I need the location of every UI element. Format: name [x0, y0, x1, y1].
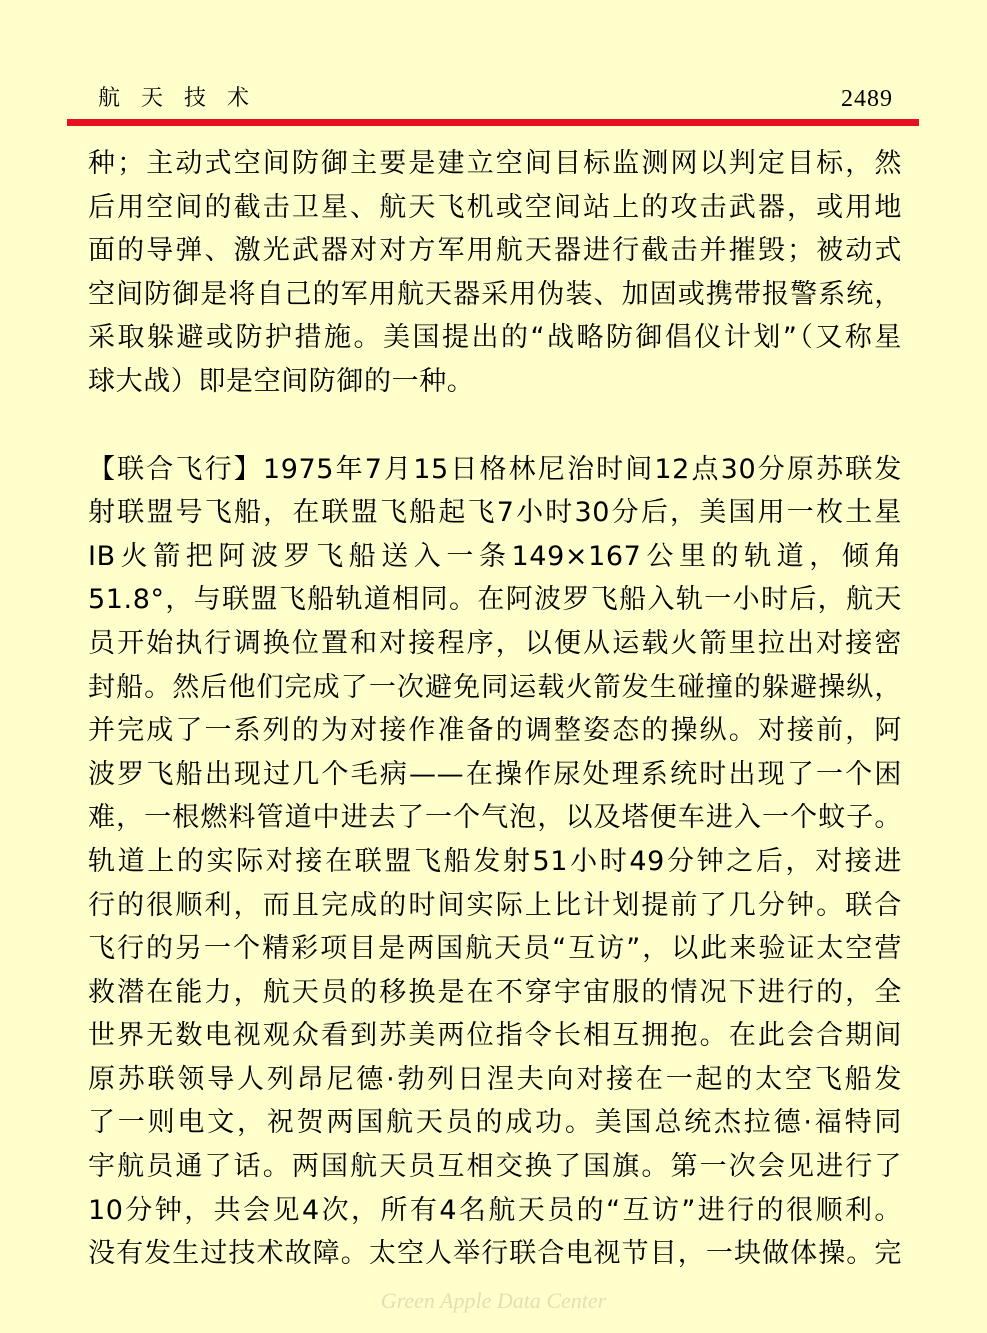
text-line: 射联盟号飞船，在联盟飞船起飞7小时30分后，美国用一枚土星 [88, 497, 902, 529]
text-line: 封船。然后他们完成了一次避免同运载火箭发生碰撞的躲避操纵， [88, 671, 902, 703]
text-line: 行的很顺利，而且完成的时间实际上比计划提前了几分钟。联合 [88, 889, 902, 921]
page-number: 2489 [841, 86, 893, 112]
watermark: Green Apple Data Center [380, 1288, 607, 1313]
text-line: 宇航员通了话。两国航天员互相交换了国旗。第一次会见进行了 [88, 1151, 902, 1183]
text-line: 原苏联领导人列昂尼德·勃列日涅夫向对接在一起的太空飞船发 [88, 1063, 902, 1095]
running-header [88, 84, 893, 118]
text-line: 轨道上的实际对接在联盟飞船发射51小时49分钟之后，对接进 [88, 845, 902, 877]
text-line: 球大战）即是空间防御的一种。 [88, 365, 475, 397]
text-line: 难，一根燃料管道中进去了一个气泡，以及塔便车进入一个蚊子。 [88, 802, 902, 834]
text-line: 飞行的另一个精彩项目是两国航天员“互访”，以此来验证太空营 [88, 933, 902, 965]
text-line: 51.8°，与联盟飞船轨道相同。在阿波罗飞船入轨一小时后，航天 [88, 584, 902, 616]
paragraph-gap [88, 404, 902, 448]
paragraph-space-defense [88, 142, 902, 404]
text-line: 救潜在能力，航天员的移换是在不穿宇宙服的情况下进行的，全 [88, 976, 902, 1008]
text-line: 面的导弹、激光武器对对方军用航天器进行截击并摧毁；被动式 [88, 235, 902, 267]
text-line: 员开始执行调换位置和对接程序，以便从运载火箭里拉出对接密 [88, 627, 902, 659]
text-line: 【联合飞行】1975年7月15日格林尼治时间12点30分原苏联发 [88, 453, 902, 485]
page-body [88, 142, 902, 1276]
text-line: 并完成了一系列的为对接作准备的调整姿态的操纵。对接前，阿 [88, 715, 902, 747]
text-line: 10分钟，共会见4次，所有4名航天员的“互访”进行的很顺利。 [88, 1194, 902, 1226]
text-line: 种；主动式空间防御主要是建立空间目标监测网以判定目标，然 [88, 148, 902, 179]
text-line: 了一则电文，祝贺两国航天员的成功。美国总统杰拉德·福特同 [88, 1107, 902, 1139]
header-rule [67, 119, 919, 126]
text-line: 世界无数电视观众看到苏美两位指令长相互拥抱。在此会合期间 [88, 1020, 902, 1052]
text-line: 采取躲避或防护措施。美国提出的“战略防御倡仪计划”（又称星 [88, 322, 902, 354]
section-title: 航天技术 [98, 86, 271, 111]
text-line: 空间防御是将自己的军用航天器采用伪装、加固或携带报警系统， [88, 278, 902, 310]
text-line: 波罗飞船出现过几个毛病——在操作尿处理系统时出现了一个困 [88, 758, 902, 790]
text-line: 没有发生过技术故障。太空人举行联合电视节目，一块做体操。完 [88, 1238, 902, 1270]
text-line: IB火箭把阿波罗飞船送入一条149×167公里的轨道，倾角 [88, 540, 902, 572]
paragraph-joint-flight [88, 448, 902, 1276]
text-line: 后用空间的截击卫星、航天飞机或空间站上的攻击武器，或用地 [88, 191, 902, 223]
